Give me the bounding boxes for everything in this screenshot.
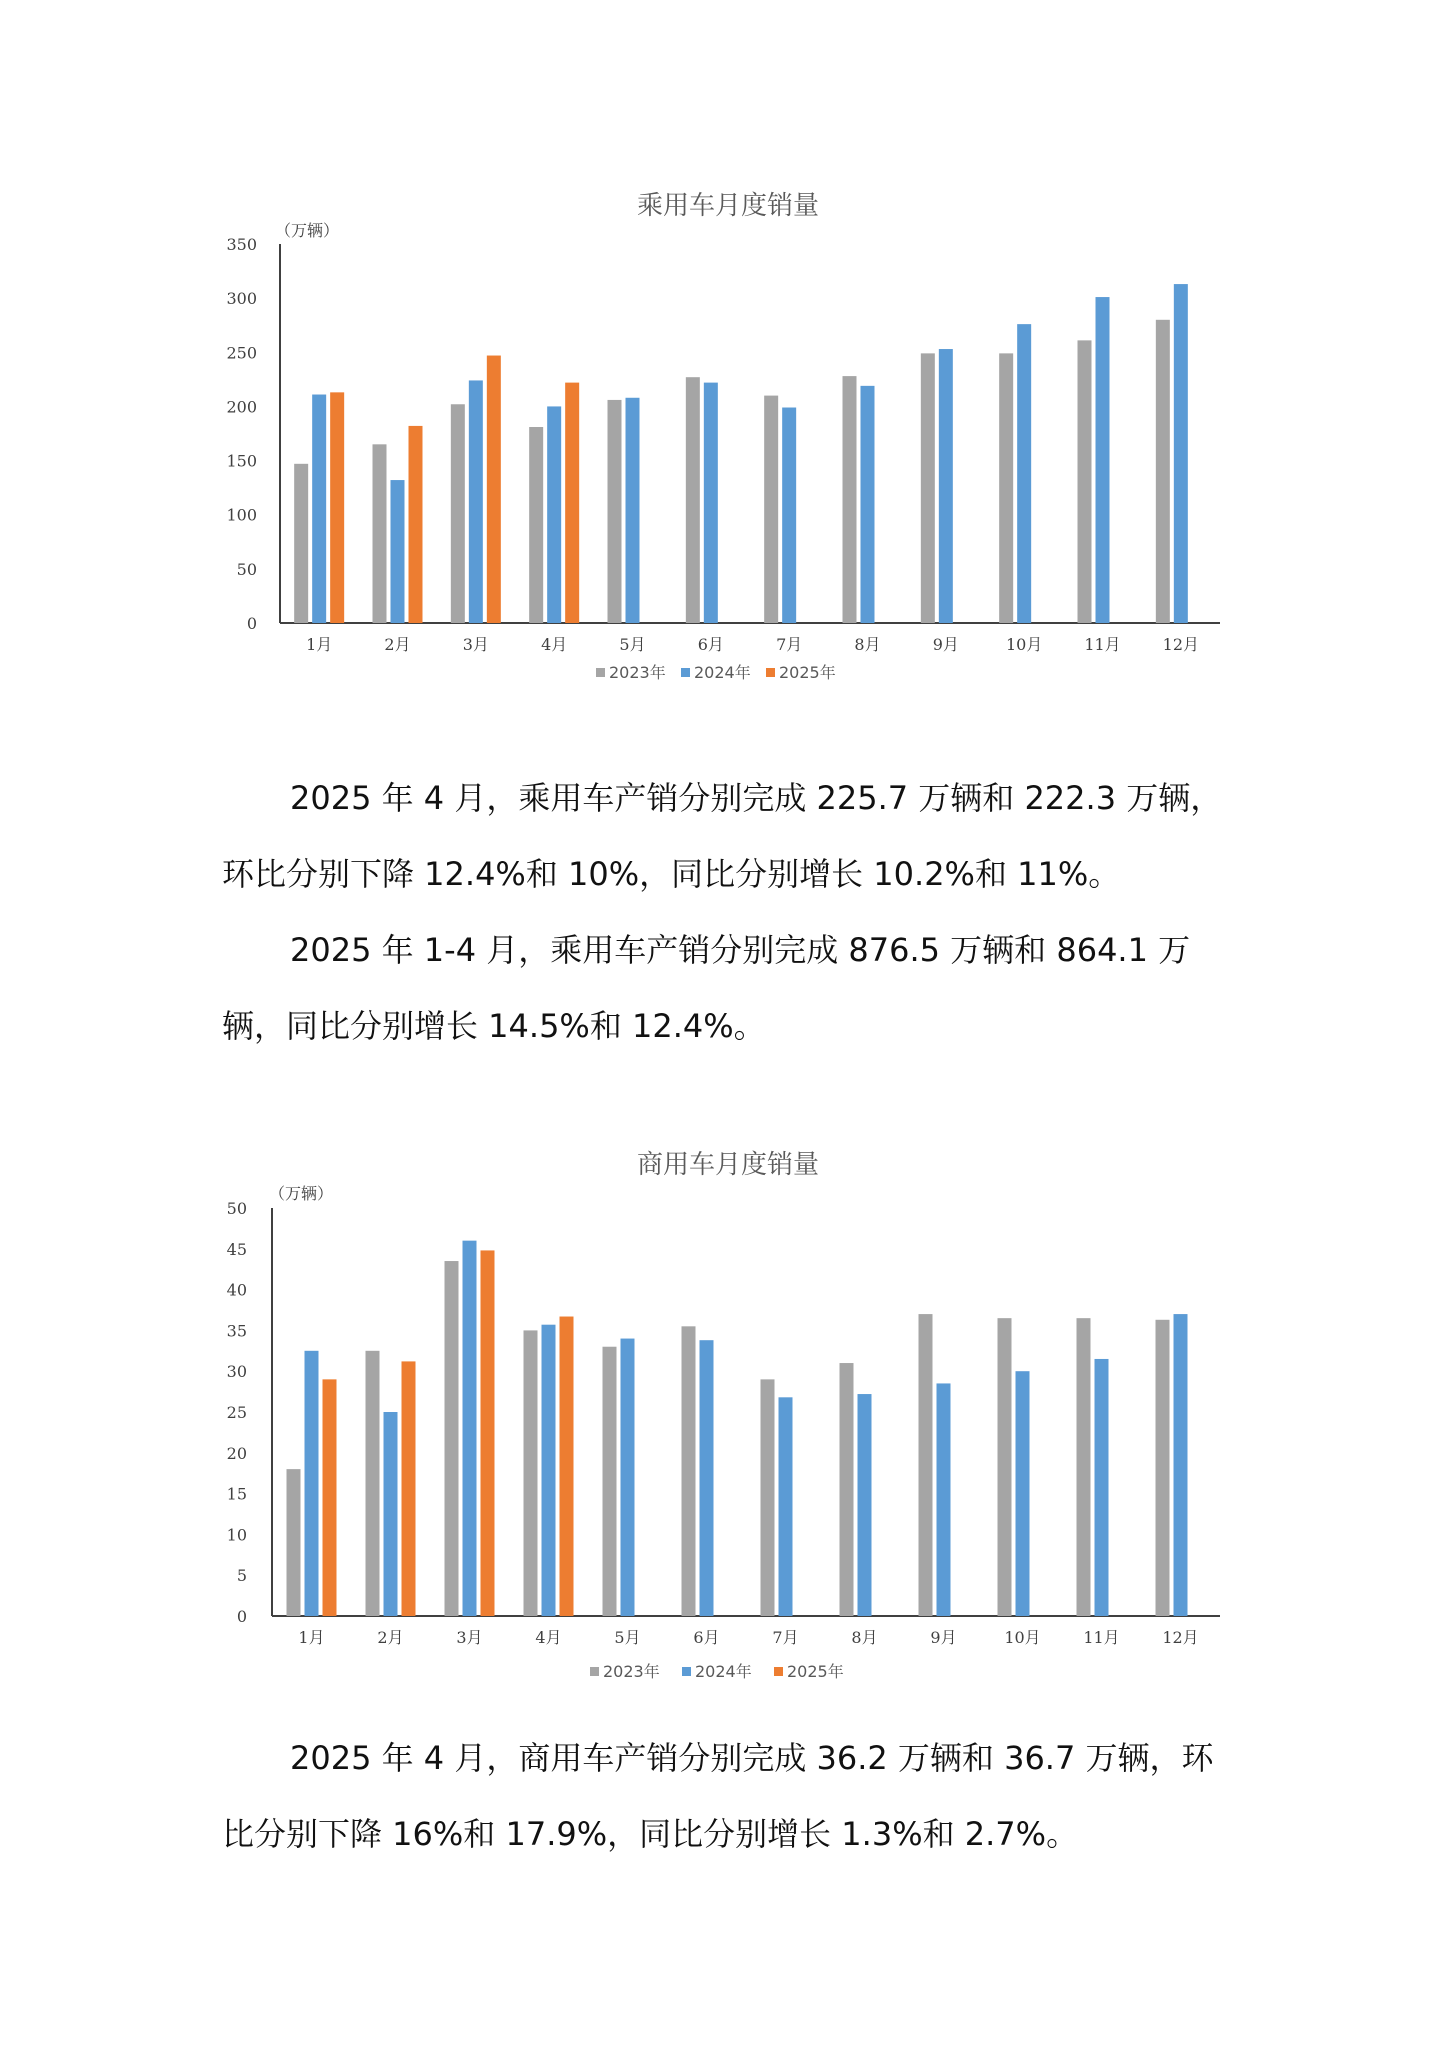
bar	[565, 383, 579, 623]
bar	[919, 1314, 933, 1616]
y-tick-label: 10	[226, 1525, 247, 1545]
bar	[603, 1347, 617, 1616]
legend-entry: 2023年	[603, 1662, 660, 1681]
legend-swatch	[766, 668, 775, 677]
unit-label: （万辆）	[275, 221, 340, 240]
x-tick-label: 7月	[776, 635, 803, 654]
bar	[779, 1397, 793, 1616]
x-tick-label: 8月	[854, 635, 881, 654]
legend-entry: 2024年	[694, 663, 751, 682]
chart-title: 商用车月度销量	[636, 1150, 820, 1180]
y-tick-label: 150	[226, 451, 257, 471]
bar	[529, 427, 543, 623]
y-tick-label: 15	[226, 1484, 247, 1504]
bar	[764, 396, 778, 623]
bar	[1156, 320, 1170, 623]
x-tick-label: 6月	[693, 1628, 720, 1647]
legend-swatch	[682, 1667, 691, 1676]
bar	[323, 1379, 337, 1616]
bar	[542, 1325, 556, 1616]
bar	[547, 406, 561, 623]
y-tick-label: 250	[226, 343, 257, 363]
x-tick-label: 1月	[298, 1628, 325, 1647]
chart-title: 乘用车月度销量	[636, 191, 820, 221]
bar	[469, 380, 483, 623]
bar	[840, 1363, 854, 1616]
x-tick-label: 7月	[772, 1628, 799, 1647]
x-tick-label: 12月	[1162, 635, 1200, 654]
bar	[445, 1261, 459, 1616]
bar	[998, 1318, 1012, 1616]
bar	[1017, 324, 1031, 623]
bar	[861, 386, 875, 623]
bar	[858, 1394, 872, 1616]
paragraph-passenger-jan-apr: 2025 年 1-4 月，乘用车产销分别完成 876.5 万辆和 864.1 万辆，同比分别增长 14.5%和 12.4%。	[222, 931, 1191, 1045]
bar	[700, 1340, 714, 1616]
legend-entry: 2025年	[779, 663, 836, 682]
bar	[451, 404, 465, 623]
bar	[287, 1469, 301, 1616]
bar	[937, 1383, 951, 1616]
bar	[1016, 1371, 1030, 1616]
y-tick-label: 0	[246, 614, 257, 633]
y-tick-label: 350	[226, 235, 257, 254]
x-tick-label: 4月	[541, 635, 568, 654]
bar	[305, 1351, 319, 1616]
bar	[704, 383, 718, 623]
bar	[330, 392, 344, 623]
bar	[1078, 340, 1092, 623]
bar	[621, 1339, 635, 1616]
bar	[1174, 284, 1188, 623]
bar	[391, 480, 405, 623]
y-tick-label: 50	[226, 1199, 247, 1218]
x-tick-label: 6月	[697, 635, 724, 654]
bar	[843, 376, 857, 623]
commercial-vehicle-chart	[0, 1140, 1456, 1720]
bar	[939, 349, 953, 623]
bar	[524, 1330, 538, 1616]
bar	[409, 426, 423, 623]
bar	[1156, 1320, 1170, 1616]
x-tick-label: 2月	[377, 1628, 404, 1647]
y-tick-label: 50	[236, 559, 257, 579]
bar	[608, 400, 622, 623]
bar	[294, 464, 308, 623]
bar	[682, 1326, 696, 1616]
bar	[921, 353, 935, 623]
bar	[999, 353, 1013, 623]
x-tick-label: 11月	[1084, 635, 1121, 654]
bar	[373, 444, 387, 623]
legend-entry: 2024年	[695, 1662, 752, 1681]
paragraph-passenger-april: 2025 年 4 月，乘用车产销分别完成 225.7 万辆和 222.3 万辆，环比分别下降 12.4%和 10%，同比分别增长 10.2%和 11%。	[222, 779, 1223, 893]
bar	[1174, 1314, 1188, 1616]
passenger-car-chart	[0, 180, 1456, 700]
x-tick-label: 10月	[1004, 1628, 1041, 1647]
x-tick-label: 8月	[851, 1628, 878, 1647]
bar	[782, 408, 796, 623]
y-tick-label: 300	[226, 289, 257, 309]
y-tick-label: 45	[226, 1239, 247, 1259]
y-tick-label: 30	[226, 1362, 247, 1382]
x-tick-label: 11月	[1083, 1628, 1120, 1647]
bar	[626, 398, 640, 623]
paragraph-commercial-april: 2025 年 4 月，商用车产销分别完成 36.2 万辆和 36.7 万辆，环比分别下降 16%和 17.9%，同比分别增长 1.3%和 2.7%。	[222, 1739, 1214, 1853]
y-tick-label: 20	[226, 1443, 247, 1463]
bar	[1095, 1359, 1109, 1616]
bar	[1096, 297, 1110, 623]
x-tick-label: 2月	[384, 635, 411, 654]
y-tick-label: 200	[226, 397, 257, 417]
bar	[1077, 1318, 1091, 1616]
bar	[463, 1241, 477, 1616]
bar	[761, 1379, 775, 1616]
legend-entry: 2023年	[609, 663, 666, 682]
x-tick-label: 10月	[1005, 635, 1043, 654]
legend-swatch	[774, 1667, 783, 1676]
x-tick-label: 5月	[619, 635, 646, 654]
bar	[487, 356, 501, 623]
y-tick-label: 0	[236, 1607, 247, 1626]
x-tick-label: 4月	[535, 1628, 562, 1647]
y-tick-label: 5	[236, 1566, 247, 1586]
y-tick-label: 40	[226, 1280, 247, 1300]
x-tick-label: 3月	[462, 635, 489, 654]
x-tick-label: 5月	[614, 1628, 641, 1647]
legend-swatch	[596, 668, 605, 677]
bar	[366, 1351, 380, 1616]
bar	[384, 1412, 398, 1616]
x-tick-label: 12月	[1162, 1628, 1199, 1647]
bar	[481, 1250, 495, 1616]
y-tick-label: 25	[226, 1403, 247, 1422]
bar	[686, 377, 700, 623]
y-tick-label: 35	[226, 1321, 247, 1341]
bar	[560, 1317, 574, 1616]
legend-entry: 2025年	[787, 1662, 844, 1681]
y-tick-label: 100	[226, 505, 257, 525]
x-tick-label: 1月	[306, 635, 333, 654]
legend-swatch	[681, 668, 690, 677]
x-tick-label: 9月	[932, 635, 959, 654]
bar	[402, 1361, 416, 1616]
unit-label: （万辆）	[269, 1184, 334, 1203]
legend-swatch	[590, 1667, 599, 1676]
x-tick-label: 3月	[456, 1628, 483, 1647]
x-tick-label: 9月	[930, 1628, 957, 1647]
bar	[312, 395, 326, 623]
